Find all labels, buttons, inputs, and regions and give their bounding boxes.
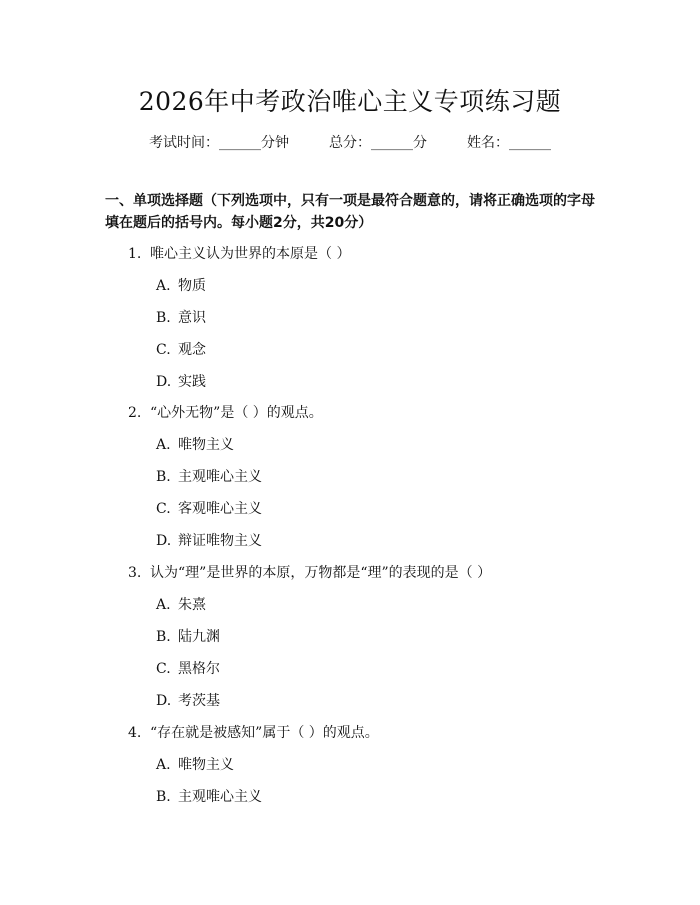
question-2-option-a: [156, 434, 234, 454]
question-3-option-b: [156, 626, 220, 646]
section-heading: 一、单项选择题（下列选项中，只有一项是最符合题意的，请将正确选项的字母填在题后的括号内。每小题2分，共20分）: [105, 193, 595, 231]
option-text: 物质: [178, 278, 206, 294]
exam-meta: [0, 132, 700, 152]
option-text: 辩证唯物主义: [178, 533, 262, 549]
question-number: 3.: [128, 565, 142, 581]
question-text: “心外无物”是（ ）的观点。: [150, 405, 323, 421]
question-2-option-c: [156, 498, 262, 518]
option-letter: A.: [156, 437, 171, 453]
question-number: 4.: [128, 725, 142, 741]
page-title: 2026年中考政治唯心主义专项练习题: [138, 87, 562, 116]
option-text: 陆九渊: [178, 629, 220, 645]
question-4-option-a: [156, 754, 234, 774]
option-text: 朱熹: [178, 597, 206, 613]
option-letter: A.: [156, 597, 171, 613]
option-text: 唯物主义: [178, 757, 234, 773]
name-field: 姓名：______: [467, 135, 551, 151]
question-2: [128, 402, 323, 422]
option-letter: A.: [156, 757, 171, 773]
question-4: [128, 722, 379, 742]
total-score-field: 总分：______分: [329, 135, 427, 151]
question-1-option-c: [156, 339, 206, 359]
question-2-option-d: [156, 530, 262, 550]
option-text: 意识: [178, 310, 206, 326]
question-number: 1.: [128, 246, 142, 262]
question-1-option-d: [156, 371, 206, 391]
option-text: 观念: [178, 342, 206, 358]
option-text: 实践: [178, 374, 206, 390]
question-4-option-b: [156, 786, 262, 806]
exam-time-field: 考试时间：______分钟: [149, 135, 289, 151]
question-2-option-b: [156, 466, 262, 486]
option-letter: A.: [156, 278, 171, 294]
question-number: 2.: [128, 405, 142, 421]
option-letter: D.: [156, 533, 172, 549]
option-text: 黑格尔: [178, 661, 220, 677]
question-3-option-a: [156, 594, 206, 614]
option-letter: B.: [156, 469, 171, 485]
question-1-option-b: [156, 307, 206, 327]
option-letter: C.: [156, 661, 171, 677]
option-letter: D.: [156, 693, 172, 709]
question-text: 认为“理”是世界的本原，万物都是“理”的表现的是（ ）: [150, 565, 492, 581]
question-text: “存在就是被感知”属于（ ）的观点。: [150, 725, 379, 741]
option-text: 主观唯心主义: [178, 789, 262, 805]
option-text: 唯物主义: [178, 437, 234, 453]
option-letter: B.: [156, 789, 171, 805]
option-letter: C.: [156, 342, 171, 358]
question-3-option-c: [156, 658, 220, 678]
question-3: [128, 562, 491, 582]
option-letter: B.: [156, 629, 171, 645]
question-text: 唯心主义认为世界的本原是（ ）: [150, 246, 351, 262]
option-text: 主观唯心主义: [178, 469, 262, 485]
option-text: 考茨基: [178, 693, 220, 709]
option-text: 客观唯心主义: [178, 501, 262, 517]
question-1: [128, 243, 350, 263]
option-letter: D.: [156, 374, 172, 390]
question-3-option-d: [156, 690, 220, 710]
question-1-option-a: [156, 275, 206, 295]
option-letter: C.: [156, 501, 171, 517]
option-letter: B.: [156, 310, 171, 326]
